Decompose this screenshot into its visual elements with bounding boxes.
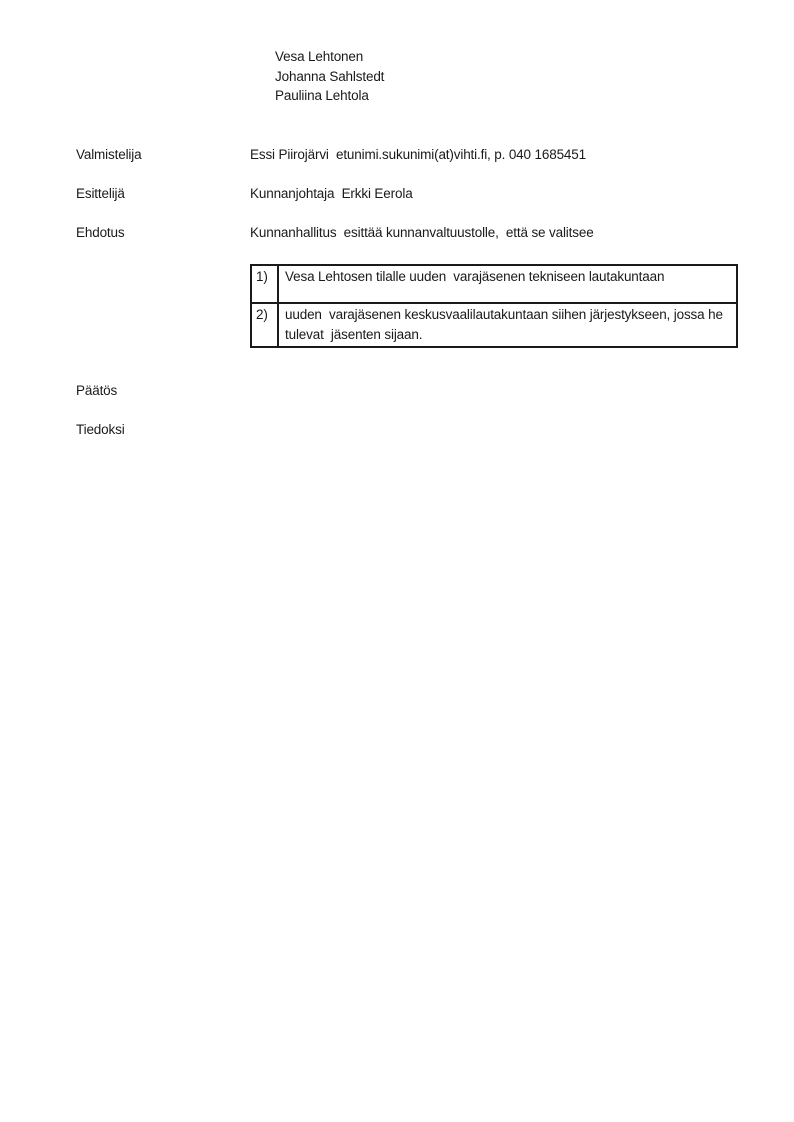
field-value-esittelija: Kunnanjohtaja Erkki Eerola [250,186,413,201]
field-label-esittelija: Esittelijä [76,186,125,201]
member-name: Johanna Sahlstedt [275,68,385,84]
proposal-table-row [251,303,737,347]
proposal-table-row [251,265,737,303]
section-label-paatos: Päätös [76,383,118,398]
member-name: Vesa Lehtonen [275,49,364,64]
proposal-item-text: uuden varajäsenen keskusvaalilautakuntaan siihen järjestykseen, jossa he tulevat jäsenten sijaan. [278,303,737,347]
proposal-table [250,264,738,348]
proposal-item-text: Vesa Lehtosen tilalle uuden varajäsenen tekniseen lautakuntaan [278,265,737,303]
field-valmistelija [76,145,756,165]
member-names-list [275,47,384,106]
field-value-valmistelija: Essi Piirojärvi etunimi.sukunimi(at)vihti.fi, p. 040 1685451 [250,147,587,162]
section-label-tiedoksi: Tiedoksi [76,422,125,437]
proposal-item-number: 2) [251,303,278,347]
field-label-valmistelija: Valmistelija [76,147,142,162]
field-esittelija [76,184,756,204]
field-ehdotus [76,223,756,243]
proposal-item-number: 1) [251,265,278,303]
field-label-ehdotus: Ehdotus [76,225,125,240]
member-name: Pauliina Lehtola [275,88,369,103]
field-value-ehdotus: Kunnanhallitus esittää kunnanvaltuustolle, että se valitsee [250,225,594,240]
